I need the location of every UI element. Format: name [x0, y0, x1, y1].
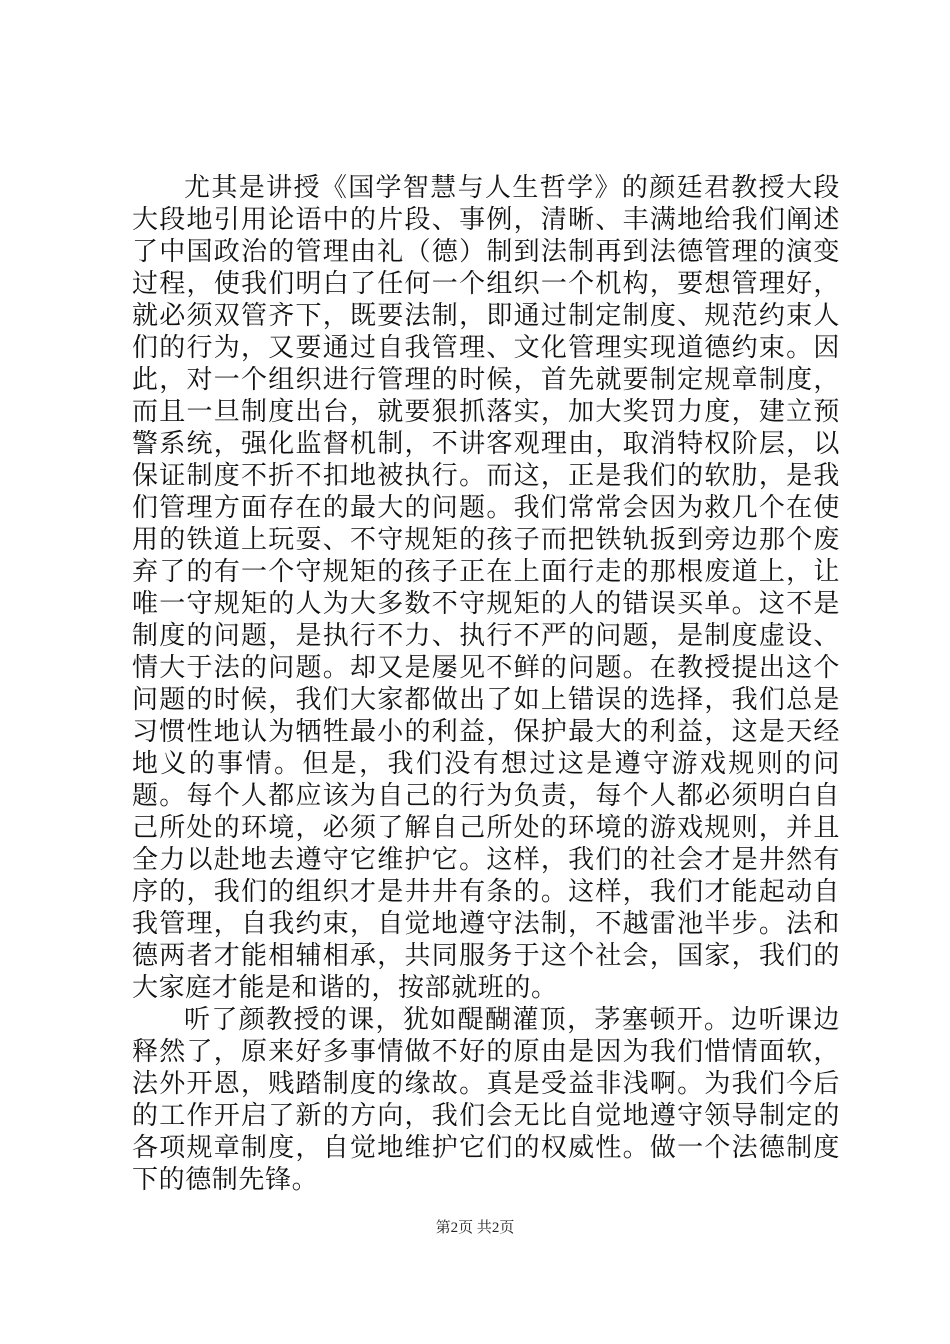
page-footer: 第2页 共2页 [435, 1220, 515, 1236]
paragraph-1: 尤其是讲授《国学智慧与人生哲学》的颜廷君教授大段大段地引用论语中的片段、事例，清晰、丰满地给我们阐述了中国政治的管理由礼（德）制到法制再到法德管理的演变过程，使我们明白了任何一个组织一个机构，要想管理好，就必须双管齐下，既要法制，即通过制定制度、规范约束人们的行为，又要通过自我管理、文化管理实现道德约束。因此，对一个组织进行管理的时候，首先就要制定规章制度，而且一旦制度出台，就要狠抓落实，加大奖罚力度，建立预警系统，强化监督机制，不讲客观理由，取消特权阶层，以保证制度不折不扣地被执行。而这，正是我们的软肋，是我们管理方面存在的最大的问题。我们常常会因为救几个在使用的铁道上玩耍、不守规矩的孩子而把铁轨扳到旁边那个废弃了的有一个守规矩的孩子正在上面行走的那根废道上，让唯一守规矩的人为大多数不守规矩的人的错误买单。这不是制度的问题，是执行不力、执行不严的问题，是制度虚设、情大于法的问题。却又是屡见不鲜的问题。在教授提出这个问题的时候，我们大家都做出了如上错误的选择，我们总是习惯性地认为牺牲最小的利益，保护最大的利益，这是天经地义的事情。但是，我们没有想过这是遵守游戏规则的问题。每个人都应该为自己的行为负责，每个人都必须明白自己所处的环境，必须了解自己所处的环境的游戏规则，并且全力以赴地去遵守它维护它。这样，我们的社会才是井然有序的，我们的组织才是井井有条的。这样，我们才能起动自我管理，自我约束，自觉地遵守法制，不越雷池半步。法和德两者才能相辅相承，共同服务于这个社会，国家，我们的大家庭才能是和谐的，按部就班的。 [132, 173, 840, 1003]
document-body [132, 172, 840, 1196]
paragraph-2: 听了颜教授的课，犹如醍醐灌顶，茅塞顿开。边听课边释然了，原来好多事情做不好的原由是因为我们惜情面软，法外开恩，贱踏制度的缘故。真是受益非浅啊。为我们今后的工作开启了新的方向，我们会无比自觉地遵守领导制定的各项规章制度，自觉地维护它们的权威性。做一个法德制度下的德制先锋。 [132, 1005, 840, 1195]
